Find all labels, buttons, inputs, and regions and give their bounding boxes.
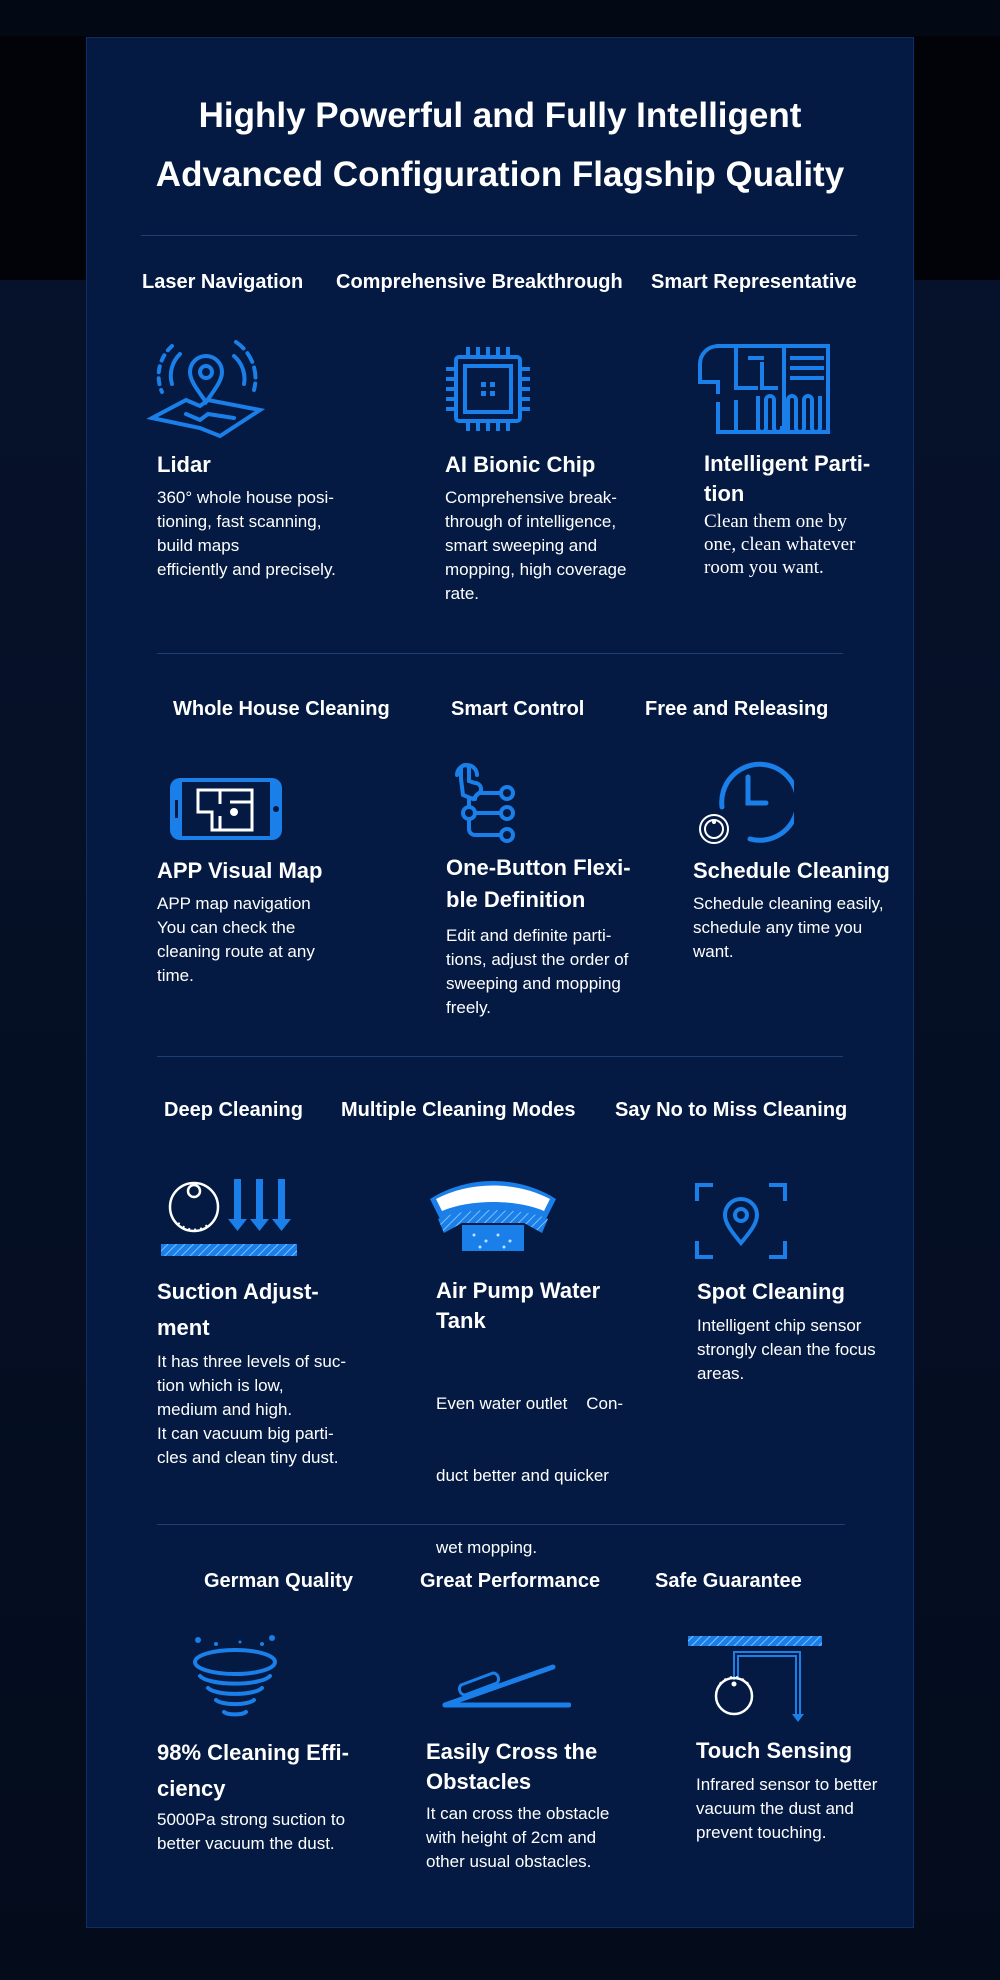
feature-description-cross-obstacles	[426, 1802, 646, 1874]
section-label: Whole House Cleaning	[173, 698, 390, 720]
desc-line: efficiently and precisely.	[157, 560, 336, 579]
feature-description-ai-chip	[445, 486, 675, 606]
feature-title-intelligent-partition: Intelligent Parti- tion	[704, 451, 871, 506]
desc-line: It can cross the obstacle	[426, 1804, 610, 1823]
section-label: Comprehensive Breakthrough	[336, 271, 623, 293]
chip-icon	[443, 344, 533, 434]
divider	[157, 1524, 845, 1525]
desc-line: medium and high.	[157, 1400, 293, 1419]
feature-description-schedule	[693, 892, 913, 964]
desc-line: areas.	[697, 1364, 745, 1383]
cyclone-icon	[190, 1632, 280, 1722]
desc-line: one, clean whatever	[704, 534, 856, 555]
feature-title-ai-chip: AI Bionic Chip	[445, 452, 596, 477]
feature-title-app-map: APP Visual Map	[157, 858, 323, 883]
divider	[157, 653, 843, 654]
feature-description-lidar	[157, 486, 387, 582]
feature-title-suction: Suction Adjust- ment	[157, 1279, 319, 1340]
section-label: Deep Cleaning	[164, 1099, 303, 1121]
desc-line: Comprehensive break-	[445, 488, 617, 507]
desc-line: build maps	[157, 536, 240, 555]
desc-line: wet mopping.	[436, 1538, 538, 1557]
feature-title-cleaning-efficiency: 98% Cleaning Effi- ciency	[157, 1740, 349, 1801]
desc-line: It can vacuum big parti-	[157, 1424, 334, 1443]
desc-line: schedule any time you	[693, 918, 863, 937]
feature-description-one-button	[446, 924, 676, 1020]
desc-line: tioning, fast scanning,	[157, 512, 322, 531]
desc-line: other usual obstacles.	[426, 1852, 592, 1871]
desc-line: through of intelligence,	[445, 512, 617, 531]
feature-description-suction	[157, 1350, 387, 1470]
hand-tap-flow-icon	[449, 761, 535, 847]
ramp-icon	[441, 1651, 571, 1711]
sensor-robot-icon	[686, 1634, 826, 1724]
spot-target-icon	[695, 1183, 787, 1259]
feature-description-spot-cleaning	[697, 1314, 907, 1386]
desc-line: Intelligent chip sensor	[697, 1316, 862, 1335]
desc-line: want.	[693, 942, 734, 961]
feature-title-schedule: Schedule Cleaning	[693, 858, 890, 883]
desc-line: room you want.	[704, 557, 824, 578]
desc-line: time.	[157, 966, 194, 985]
desc-line: cleaning route at any	[157, 942, 315, 961]
lidar-location-map-icon	[146, 332, 266, 442]
feature-title-cross-obstacles: Easily Cross the Obstacles	[426, 1739, 598, 1794]
desc-line: tions, adjust the order of	[446, 950, 629, 969]
desc-line: freely.	[446, 998, 492, 1017]
desc-line: Clean them one by	[704, 511, 847, 532]
section-label: Smart Representative	[651, 271, 857, 293]
feature-title-one-button: One-Button Flexi- ble Definition	[446, 855, 631, 912]
section-label: Say No to Miss Cleaning	[615, 1099, 848, 1121]
divider	[157, 1056, 843, 1057]
desc-line: with height of 2cm and	[426, 1828, 597, 1847]
page-title-line-2: Advanced Configuration Flagship Quality	[155, 155, 845, 194]
desc-line: tion which is low,	[157, 1376, 284, 1395]
desc-line: mopping, high coverage	[445, 560, 627, 579]
feature-description-cleaning-efficiency	[157, 1808, 377, 1856]
clock-robot-icon	[694, 759, 794, 849]
section-label: Free and Releasing	[645, 698, 829, 720]
feature-title-water-tank: Air Pump Water Tank	[436, 1278, 601, 1333]
desc-line: Edit and definite parti-	[446, 926, 612, 945]
desc-line: 5000Pa strong suction to	[157, 1810, 346, 1829]
feature-description-app-map	[157, 892, 377, 988]
feature-description-intelligent-partition	[704, 510, 904, 579]
water-tank-icon	[428, 1177, 558, 1257]
desc-line: sweeping and mopping	[446, 974, 621, 993]
phone-map-icon	[168, 776, 284, 842]
feature-title-touch-sensing: Touch Sensing	[696, 1738, 853, 1763]
desc-line: better vacuum the dust.	[157, 1834, 335, 1853]
desc-line: Infrared sensor to better	[696, 1775, 878, 1794]
section-label: Smart Control	[451, 698, 585, 720]
section-label: Laser Navigation	[142, 271, 304, 293]
desc-line: It has three levels of suc-	[157, 1352, 346, 1371]
feature-title-lidar: Lidar	[157, 452, 211, 477]
section-label: Great Performance	[420, 1570, 601, 1592]
desc-line: prevent touching.	[696, 1823, 827, 1842]
desc-line: You can check the	[157, 918, 296, 937]
desc-line: smart sweeping and	[445, 536, 598, 555]
desc-line: cles and clean tiny dust.	[157, 1448, 339, 1467]
desc-line: duct better and quicker	[436, 1466, 609, 1485]
top-strip	[0, 0, 1000, 36]
desc-line: rate.	[445, 584, 480, 603]
desc-line: Even water outlet Con-	[436, 1394, 624, 1413]
divider	[141, 235, 857, 236]
desc-line: vacuum the dust and	[696, 1799, 854, 1818]
desc-line: 360° whole house posi-	[157, 488, 334, 507]
suction-arrows-icon	[160, 1175, 300, 1259]
desc-line: Schedule cleaning easily,	[693, 894, 884, 913]
feature-description-water-tank	[436, 1344, 666, 1584]
feature-title-spot-cleaning: Spot Cleaning	[697, 1279, 845, 1304]
page-title-line-1: Highly Powerful and Fully Intelligent	[198, 96, 802, 135]
feature-description-touch-sensing	[696, 1773, 906, 1845]
section-label: Multiple Cleaning Modes	[341, 1099, 576, 1121]
floor-plan-icon	[696, 344, 832, 434]
section-label: Safe Guarantee	[655, 1570, 802, 1592]
section-label: German Quality	[204, 1570, 353, 1592]
desc-line: APP map navigation	[157, 894, 311, 913]
desc-line: strongly clean the focus	[697, 1340, 876, 1359]
